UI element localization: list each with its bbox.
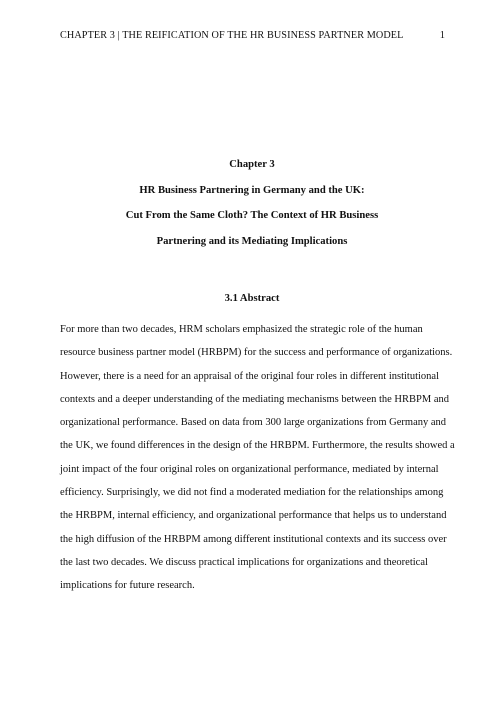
abstract-paragraph (60, 318, 455, 598)
abstract-line: implications for future research. (60, 580, 195, 592)
abstract-line: For more than two decades, HRM scholars emphasized the strategic role of the human (60, 324, 423, 335)
chapter-title-line: Partnering and its Mediating Implications (156, 235, 348, 247)
abstract-line: the last two decades. We discuss practical implications for organizations and theoretical (60, 556, 428, 568)
page-number: 1 (439, 30, 445, 41)
abstract-line: contexts and a deeper understanding of the mediating mechanisms between the HRBPM and (60, 393, 449, 405)
abstract-line: the high diffusion of the HRBPM among different institutional contexts and its success over (60, 533, 447, 545)
abstract-line: the HRBPM, internal efficiency, and organizational performance that helps us to understand (60, 510, 447, 522)
abstract-line: the UK, we found differences in the design of the HRBPM. Furthermore, the results showed a (60, 440, 455, 452)
abstract-line: resource business partner model (HRBPM) for the success and performance of organizations. (60, 347, 453, 359)
abstract-line: joint impact of the four original roles on organizational performance, mediated by internal (60, 463, 439, 475)
running-header: CHAPTER 3 | THE REIFICATION OF THE HR BUSINESS PARTNER MODEL (60, 30, 404, 41)
abstract-line: However, there is a need for an appraisal of the original four roles in different institutional (60, 370, 440, 382)
section-heading: 3.1 Abstract (224, 293, 280, 304)
abstract-line: efficiency. Surprisingly, we did not find a moderated mediation for the relationships among (60, 487, 444, 499)
chapter-label: Chapter 3 (229, 159, 275, 170)
chapter-title-line: HR Business Partnering in Germany and the UK: (139, 184, 365, 196)
chapter-title-line: Cut From the Same Cloth? The Context of HR Business (125, 210, 379, 221)
abstract-line: organizational performance. Based on data from 300 large organizations from Germany and (60, 417, 447, 429)
chapter-title-block (0, 152, 504, 254)
